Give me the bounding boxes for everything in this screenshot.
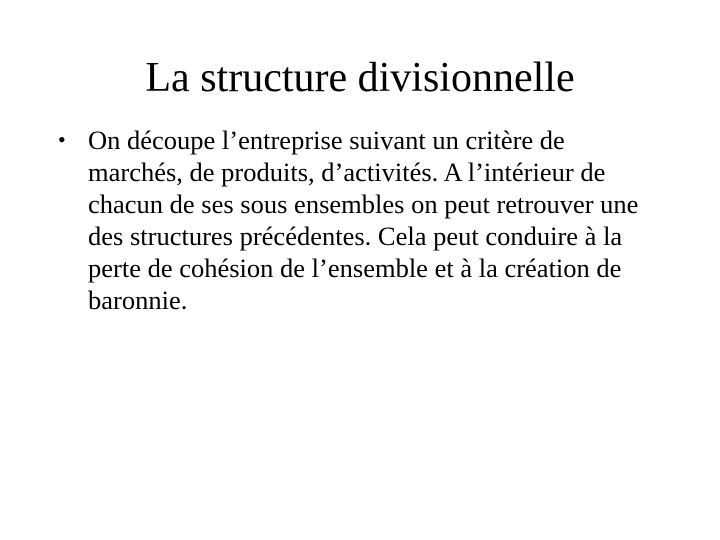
bullet-list [56,124,656,316]
bullet-item [56,124,656,316]
bullet-dot-icon: • [58,127,66,152]
bullet-text: On découpe l’entreprise suivant un critère de marchés, de produits, d’activités. A l’intérieur de chacun de ses sous ensembles on peut retrouver une des structures précédentes. Cela peut conduire à la perte de cohésion de l’ensemble et à la création de baronnie. [88,125,639,315]
slide-title: La structure divisionnelle [145,55,575,101]
